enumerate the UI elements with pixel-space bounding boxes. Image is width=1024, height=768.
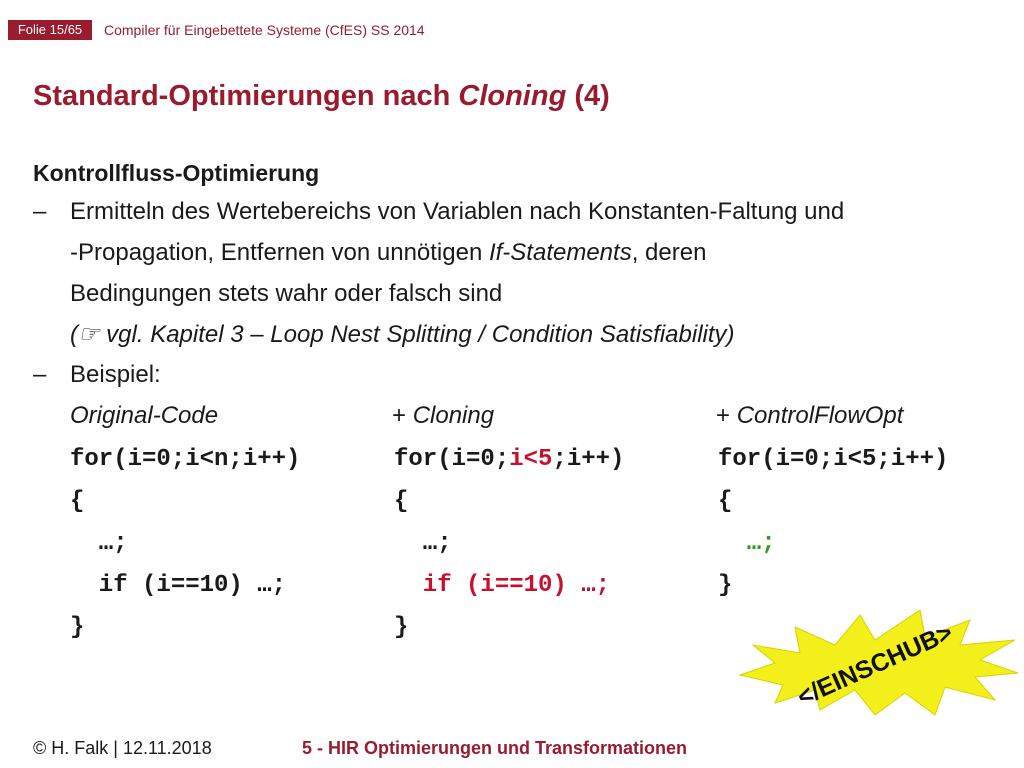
title-suffix: (4): [566, 80, 610, 112]
reference-line: [70, 320, 735, 349]
body-line-1: Ermitteln des Wertebereichs von Variablen nach Konstanten-Faltung und: [70, 198, 845, 225]
code-body1-cloning: …;: [394, 530, 452, 557]
code-for-cloning: [394, 446, 624, 473]
body-line-2a: -Propagation, Entfernen von unnötigen: [70, 239, 489, 266]
bullet-dash: –: [33, 198, 47, 225]
einschub-text: </EINSCHUB>: [793, 618, 957, 712]
body-line-3: Bedingungen stets wahr oder falsch sind: [70, 280, 503, 307]
column-header-controlflowopt: [716, 402, 903, 430]
footer-author-date: © H. Falk | 12.11.2018: [33, 738, 212, 758]
code-open-cloning: {: [394, 488, 409, 515]
reference-open-paren: (: [70, 321, 78, 348]
plus-sign-2: +: [716, 402, 737, 429]
body-line-2c: , deren: [631, 239, 707, 266]
code-close-original: }: [70, 614, 85, 641]
code-body2-cloning: if (i==10) …;: [394, 572, 611, 599]
cloning-label: Cloning: [412, 402, 495, 429]
slide-number-badge: Folie 15/65: [8, 20, 92, 40]
code-body1-controlflowopt: …;: [718, 530, 776, 557]
code-body1-original: …;: [70, 530, 128, 557]
pointing-hand-icon: ☞: [78, 321, 100, 348]
code-open-original: {: [70, 488, 85, 515]
title-italic: Cloning: [458, 80, 567, 112]
controlflowopt-label: ControlFlowOpt: [736, 402, 904, 429]
body-line-2: [70, 239, 706, 267]
column-header-original: Original-Code: [70, 402, 219, 429]
code-body2-original: if (i==10) …;: [70, 572, 287, 599]
code-close-cloning: }: [394, 614, 409, 641]
einschub-starburst: [735, 605, 1020, 720]
reference-text: vgl. Kapitel 3 – Loop Nest Splitting / Condition Satisfiability): [99, 321, 735, 348]
section-heading: Kontrollfluss-Optimierung: [33, 160, 320, 186]
footer-chapter-title: 5 - HIR Optimierungen und Transformationen: [302, 738, 688, 758]
code-close-controlflowopt: }: [718, 572, 733, 599]
title-main: Standard-Optimierungen nach: [33, 80, 459, 112]
plus-sign: +: [392, 402, 413, 429]
if-statements-term: If-Statements: [488, 239, 632, 266]
code-for-cloning-a: for(i=0;: [394, 446, 510, 473]
example-label: Beispiel:: [70, 361, 161, 388]
code-for-cloning-highlight: i<5: [509, 446, 553, 473]
code-open-controlflowopt: {: [718, 488, 733, 515]
column-header-cloning: [392, 402, 494, 430]
bullet-dash-2: –: [33, 361, 47, 388]
code-for-cloning-c: ;i++): [552, 446, 625, 473]
course-title: Compiler für Eingebettete Systeme (CfES) SS 2014: [104, 22, 425, 38]
slide-title: [33, 80, 610, 113]
code-for-controlflowopt: for(i=0;i<5;i++): [718, 446, 949, 473]
code-for-original: for(i=0;i<n;i++): [70, 446, 301, 473]
